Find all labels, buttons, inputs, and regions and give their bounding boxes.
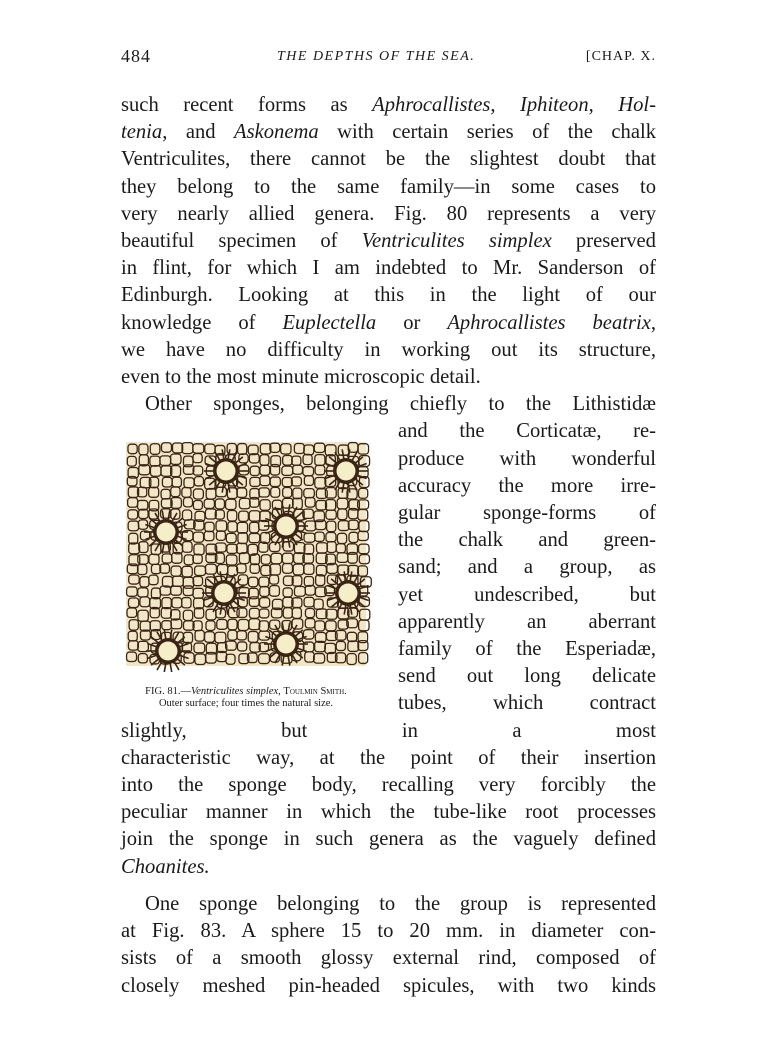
- text-line: beautiful specimen of Ventriculites simplex preserved: [121, 230, 656, 253]
- running-title: THE DEPTHS OF THE SEA.: [277, 49, 476, 64]
- text-line: gular sponge-forms of: [398, 502, 656, 525]
- text-line: Ventriculites, there cannot be the slightest doubt that: [121, 148, 656, 171]
- oscule-opening: [157, 523, 176, 542]
- text-line: tenia, and Askonema with certain series of the chalk: [121, 121, 656, 144]
- text-line: the chalk and green-: [398, 529, 656, 552]
- oscule-opening: [159, 642, 178, 661]
- text-line: family of the Esperiadæ,: [398, 638, 656, 661]
- figure-81: [112, 436, 380, 710]
- text-line: we have no difficulty in working out its structure,: [121, 338, 656, 361]
- text-line: Other sponges, belonging chiefly to the Lithistidæ: [145, 393, 656, 416]
- text-line: even to the most minute microscopic detail.: [121, 366, 481, 389]
- paragraph-3: [121, 891, 656, 1000]
- text-line: such recent forms as Aphrocallistes, Iphiteon, Hol-: [121, 94, 657, 116]
- text-line: slightly, but in a most: [121, 719, 656, 742]
- sponge-engraving-icon: [118, 436, 374, 672]
- text-line: Edinburgh. Looking at this in the light of our: [121, 284, 656, 307]
- figure-caption-line2: Outer surface; four times the natural size.: [158, 698, 334, 710]
- oscule-opening: [339, 584, 358, 603]
- page-number: 484: [121, 46, 151, 66]
- oscule-opening: [217, 462, 236, 481]
- text-line: at Fig. 83. A sphere 15 to 20 mm. in diameter con-: [121, 920, 656, 943]
- text-line: characteristic way, at the point of their insertion: [121, 746, 656, 769]
- text-line: sists of a smooth glossy external rind, composed of: [121, 947, 656, 970]
- oscule-opening: [277, 517, 296, 536]
- text-line: in flint, for which I am indebted to Mr. Sanderson of: [121, 257, 656, 280]
- text-line: tubes, which contract: [398, 692, 656, 715]
- paragraph-1: [121, 92, 656, 391]
- running-header: [121, 44, 656, 70]
- text-line: sand; and a group, as: [398, 556, 656, 579]
- body-text: [121, 92, 656, 1000]
- paragraph-2: [121, 391, 656, 418]
- text-line: yet undescribed, but: [398, 583, 656, 606]
- oscule-opening: [337, 462, 356, 481]
- text-line: One sponge belonging to the group is represented: [145, 892, 656, 915]
- text-line: apparently an aberrant: [398, 610, 656, 633]
- text-line: Choanites.: [121, 855, 210, 878]
- text-line: send out long delicate: [398, 665, 656, 688]
- book-page: [121, 44, 656, 1000]
- oscule-opening: [277, 635, 296, 654]
- text-line: and the Corticatæ, re-: [398, 420, 656, 443]
- oscule-opening: [215, 584, 234, 603]
- figure-caption: FIG. 81.—Ventriculites simplex, Toulmin Smith.: [145, 686, 347, 698]
- text-line: into the sponge body, recalling very forcibly the: [121, 774, 656, 797]
- text-line: peculiar manner in which the tube-like root processes: [121, 801, 656, 824]
- text-line: join the sponge in such genera as the vaguely defined: [121, 828, 656, 851]
- text-line: they belong to the same family—in some cases to: [121, 175, 656, 198]
- chapter-label: [CHAP. X.: [585, 49, 656, 64]
- text-line: produce with wonderful: [398, 447, 656, 470]
- text-line: very nearly allied genera. Fig. 80 represents a very: [121, 202, 656, 225]
- text-line: knowledge of Euplectella or Aphrocallistes beatrix,: [121, 311, 656, 334]
- text-line: closely meshed pin-headed spicules, with two kinds: [121, 974, 656, 997]
- text-line: accuracy the more irre-: [398, 474, 656, 497]
